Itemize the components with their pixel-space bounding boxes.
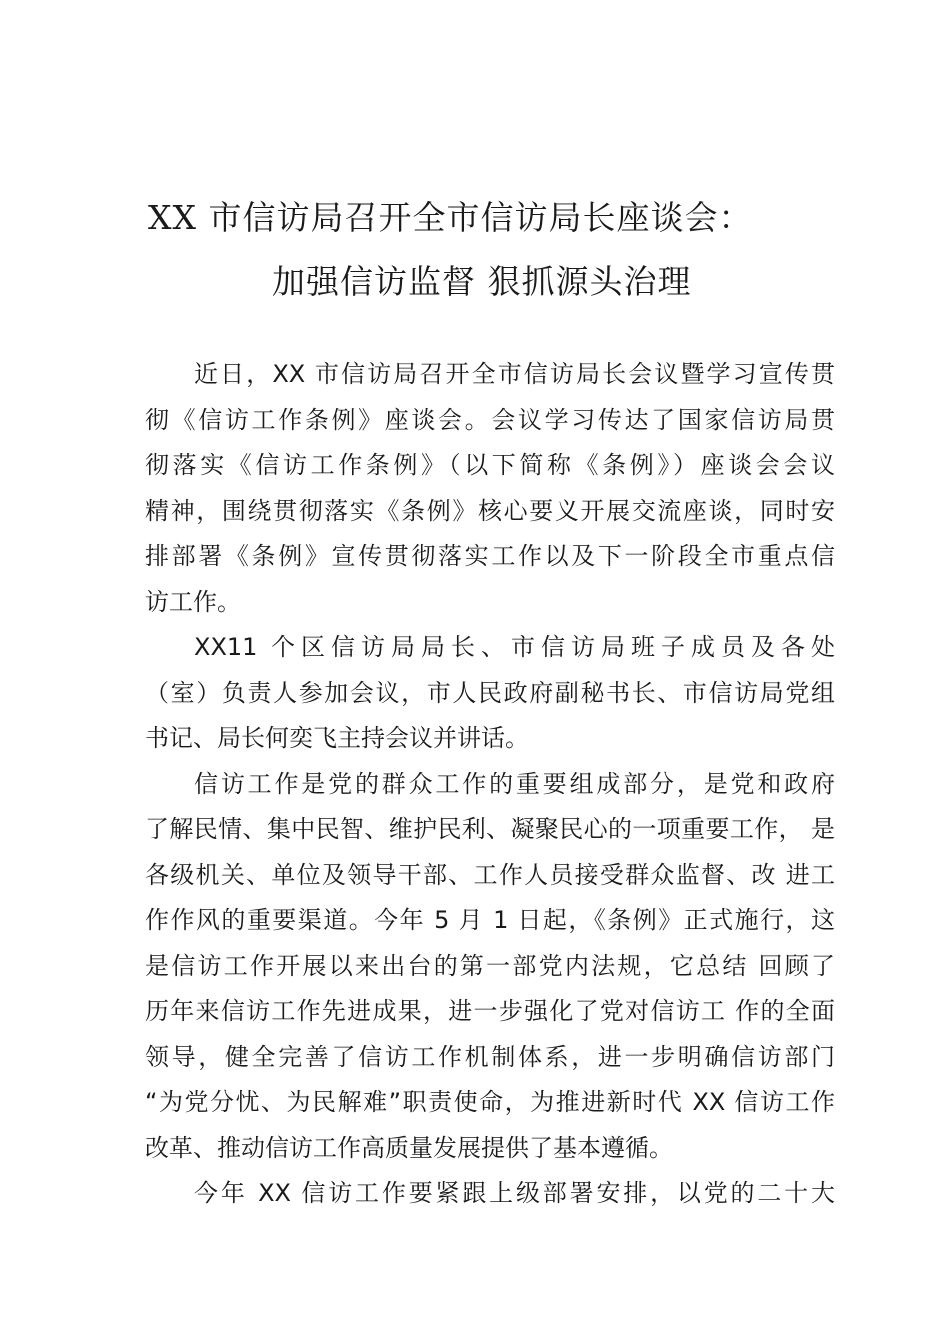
paragraph-1 bbox=[145, 352, 835, 625]
text-line: 历年来信访工作先进成果，进一步强化了党对信访工 作的全面 bbox=[145, 997, 835, 1025]
text-line: 排部署《条例》宣传贯彻落实工作以及下一阶段全市重点信 bbox=[145, 542, 835, 570]
text-line: 近日，XX 市信访局召开全市信访局长会议暨学习宣传贯 bbox=[194, 360, 835, 388]
text-line: XX11 个区信访局局长、市信访局班子成员及各处 bbox=[194, 633, 835, 661]
text-line: 访工作。 bbox=[145, 587, 241, 616]
paragraph-3 bbox=[145, 762, 835, 1172]
text-line: “为党分忧、为民解难”职责使命，为推进新时代 XX 信访工作 bbox=[145, 1088, 835, 1116]
text-line: （室）负责人参加会议，市人民政府副秘书长、市信访局党组 bbox=[145, 678, 835, 707]
text-line: 信访工作是党的群众工作的重要组成部分，是党和政府 bbox=[194, 769, 835, 798]
text-line: 书记、局长何奕飞主持会议并讲话。 bbox=[145, 724, 529, 752]
text-line: 各级机关、单位及领导干部、工作人员接受群众监督、改 进工 bbox=[145, 860, 835, 889]
paragraph-2 bbox=[145, 625, 835, 762]
text-line: 作作风的重要渠道。今年 5 月 1 日起，《条例》正式施行，这 bbox=[145, 906, 835, 934]
document-body bbox=[145, 352, 835, 1217]
title-line-2: 加强信访监督 狠抓源头治理 bbox=[272, 262, 692, 301]
text-line: 是信访工作开展以来出台的第一部党内法规，它总结 回顾了 bbox=[145, 951, 835, 980]
text-line: 改革、推动信访工作高质量发展提供了基本遵循。 bbox=[145, 1133, 673, 1162]
title-line-1: XX 市信访局召开全市信访局长座谈会： bbox=[148, 198, 753, 237]
text-line: 彻落实《信访工作条例》（以下简称《条例》）座谈会会议 bbox=[145, 451, 835, 479]
text-line: 精神，围绕贯彻落实《条例》核心要义开展交流座谈，同时安 bbox=[145, 496, 835, 525]
text-line: 领导，健全完善了信访工作机制体系，进一步明确信访部门 bbox=[145, 1042, 835, 1071]
text-line: 今年 XX 信访工作要紧跟上级部署安排，以党的二十大 bbox=[194, 1179, 835, 1207]
text-line: 彻《信访工作条例》座谈会。会议学习传达了国家信访局贯 bbox=[145, 405, 835, 434]
text-line: 了解民情、集中民智、维护民利、凝聚民心的一项重要工作， 是 bbox=[145, 815, 835, 843]
paragraph-4 bbox=[145, 1171, 835, 1217]
